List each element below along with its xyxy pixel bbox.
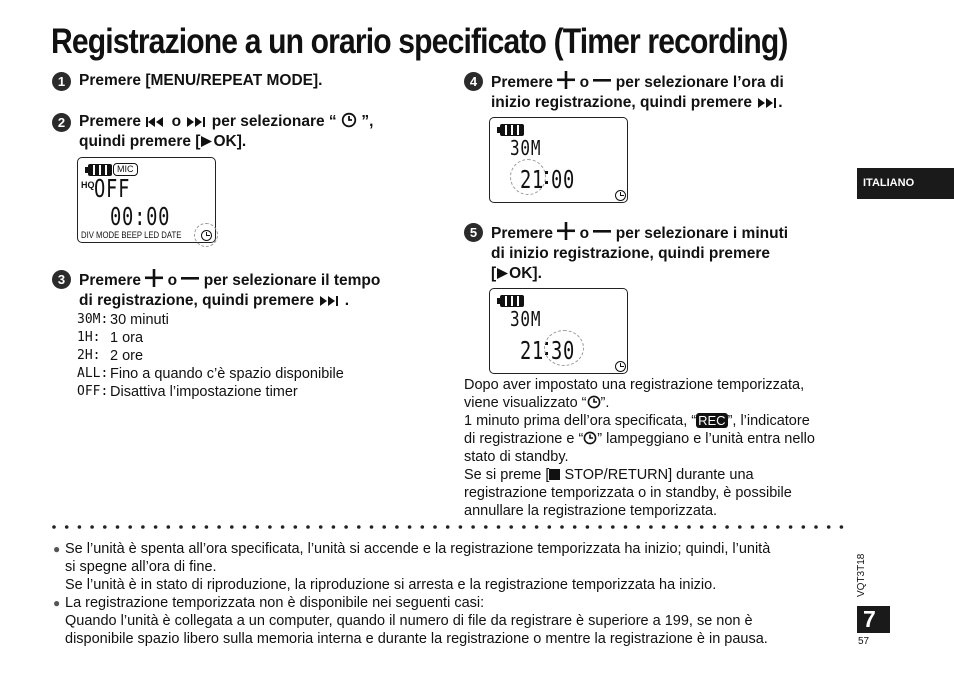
note-line: ”, l’indicatore (727, 413, 810, 429)
lcd-menu-labels: DIV MODE BEEP LED DATE (81, 230, 182, 240)
step-text: di inizio registrazione, quindi premere (491, 245, 771, 262)
step-3 (52, 269, 442, 311)
step-text: Premere (79, 272, 142, 289)
page-title: Registrazione a un orario specificato (Timer recording) (51, 22, 788, 61)
note-line: Se si preme [ (464, 467, 550, 483)
blink-indicator (510, 159, 546, 195)
note-line: 1 minuto prima dell’ora specificata, “ (464, 413, 697, 429)
step-5 (464, 222, 854, 284)
minus-icon (593, 77, 611, 89)
skip-back-icon (145, 116, 167, 128)
step-text: Premere [MENU/REPEAT MODE]. (79, 72, 323, 89)
step-2 (52, 112, 432, 152)
bullet-text: Quando l’unità è collegata a un computer, quando il numero di file da registrare è superiore a 199, se non è (65, 613, 753, 629)
lcd-hour: 21 (520, 336, 545, 365)
lcd-display-minute (489, 288, 628, 374)
blink-indicator (194, 223, 218, 247)
play-icon (200, 135, 213, 148)
list-item (77, 311, 344, 329)
step-number: 3 (52, 270, 71, 289)
battery-icon (500, 295, 524, 307)
option-code: ALL: (77, 366, 109, 381)
bullet-text: disponibile spazio libero sulla memoria interna e durante la registrazione o mentre la registrazione è in pausa. (65, 631, 768, 647)
step-text: Premere (491, 225, 554, 242)
stop-icon (549, 469, 560, 480)
note-line: ” lampeggiano e l’unità entra nello (597, 431, 815, 447)
lcd-time: 00:00 (110, 202, 171, 231)
plus-icon (145, 269, 163, 287)
step-number: 4 (464, 72, 483, 91)
skip-forward-icon (318, 295, 340, 307)
step-number: 1 (52, 72, 71, 91)
list-item (77, 365, 344, 383)
minus-icon (593, 228, 611, 240)
step-text: o (579, 225, 590, 242)
step-text: o (579, 74, 590, 91)
option-label: 1 ora (110, 330, 144, 346)
list-item (77, 329, 344, 347)
step-1 (52, 71, 322, 91)
option-label: 2 ore (110, 348, 144, 364)
list-item (77, 347, 344, 365)
step-text: per selezionare i minuti (615, 225, 789, 242)
step-text: . (344, 292, 350, 309)
timer-options-list (77, 311, 344, 401)
step-text: per selezionare “ (211, 113, 337, 130)
note-line: Dopo aver impostato una registrazione temporizzata, (464, 377, 805, 393)
option-code: 2H: (77, 348, 101, 363)
step-text: . (778, 94, 783, 111)
language-tab: ITALIANO (857, 168, 954, 199)
bullet-icon: ● (53, 542, 61, 556)
plus-icon (557, 71, 575, 89)
step-text: OK]. (509, 265, 542, 282)
step-text: per selezionare il tempo (203, 272, 381, 289)
option-code: OFF: (77, 384, 109, 399)
blink-indicator (544, 330, 584, 366)
lcd-duration: 30M (510, 136, 542, 160)
step-text: Premere (491, 74, 554, 91)
step-text: Premere (79, 113, 142, 130)
step-number: 5 (464, 223, 483, 242)
minus-icon (181, 275, 199, 287)
mic-indicator: MIC (113, 163, 138, 176)
rec-indicator-icon: REC (698, 413, 726, 428)
document-code: VQT3T18 (856, 553, 867, 597)
bullet-text: Se l’unità è spenta all’ora specificata, l’unità si accende e la registrazione temporizzata ha inizio; quindi, l’unità (65, 541, 771, 557)
lcd-display-timer-off (77, 157, 216, 243)
lcd-duration: 30M (510, 307, 542, 331)
option-code: 30M: (77, 312, 109, 327)
lcd-display-hour (489, 117, 628, 203)
timer-clock-icon (615, 190, 626, 201)
list-item (77, 383, 344, 401)
skip-forward-icon (756, 97, 778, 109)
timer-note (464, 376, 864, 520)
bullet-icon: ● (53, 596, 61, 610)
option-label: Disattiva l’impostazione timer (110, 384, 298, 400)
note-line: STOP/RETURN] durante una (560, 467, 754, 483)
step-text: per selezionare l’ora di (615, 74, 784, 91)
lcd-minute: 00 (551, 165, 576, 194)
timer-clock-icon (615, 361, 626, 372)
step-text: [ (491, 265, 497, 282)
timer-clock-icon (587, 395, 601, 409)
note-line: di registrazione e “ (464, 431, 584, 447)
dotted-divider (52, 524, 856, 530)
step-text: o (167, 272, 178, 289)
step-text: di registrazione, quindi premere (79, 292, 315, 309)
step-number: 2 (52, 113, 71, 132)
play-icon (496, 267, 509, 280)
option-code: 1H: (77, 330, 101, 345)
note-line: viene visualizzato “ (464, 395, 587, 411)
step-text: OK]. (213, 133, 247, 150)
lcd-hour: 21 (520, 165, 545, 194)
list-item (52, 540, 852, 594)
note-line: registrazione temporizzata o in standby, è possibile (464, 485, 792, 501)
bullet-text: si spegne all’ora di fine. (65, 559, 217, 575)
step-text: quindi premere [ (79, 133, 201, 150)
step-text: ”, (361, 113, 374, 130)
bullet-text: Se l’unità è in stato di riproduzione, la riproduzione si arresta e la registrazione temporizzata ha inizio. (65, 577, 717, 593)
skip-forward-icon (185, 116, 207, 128)
bullet-text: La registrazione temporizzata non è disponibile nei seguenti casi: (65, 595, 485, 611)
battery-icon (500, 124, 524, 136)
option-label: 30 minuti (110, 312, 169, 328)
step-text: o (171, 113, 182, 130)
chapter-number: 7 (857, 606, 890, 633)
note-line: annullare la registrazione temporizzata. (464, 503, 718, 519)
plus-icon (557, 222, 575, 240)
page-number: 57 (858, 636, 870, 647)
lcd-minute: 30 (551, 336, 576, 365)
step-text: inizio registrazione, quindi premere (491, 94, 752, 111)
step-4 (464, 71, 854, 113)
timer-clock-icon (341, 112, 357, 128)
hq-indicator: HQ (81, 180, 95, 190)
option-label: Fino a quando c’è spazio disponibile (110, 366, 344, 382)
timer-clock-icon (583, 431, 597, 445)
lcd-main-text: OFF (94, 174, 131, 203)
list-item (52, 594, 852, 648)
note-line: stato di standby. (464, 449, 569, 465)
notes-list (52, 540, 852, 648)
note-line: ”. (600, 395, 610, 411)
